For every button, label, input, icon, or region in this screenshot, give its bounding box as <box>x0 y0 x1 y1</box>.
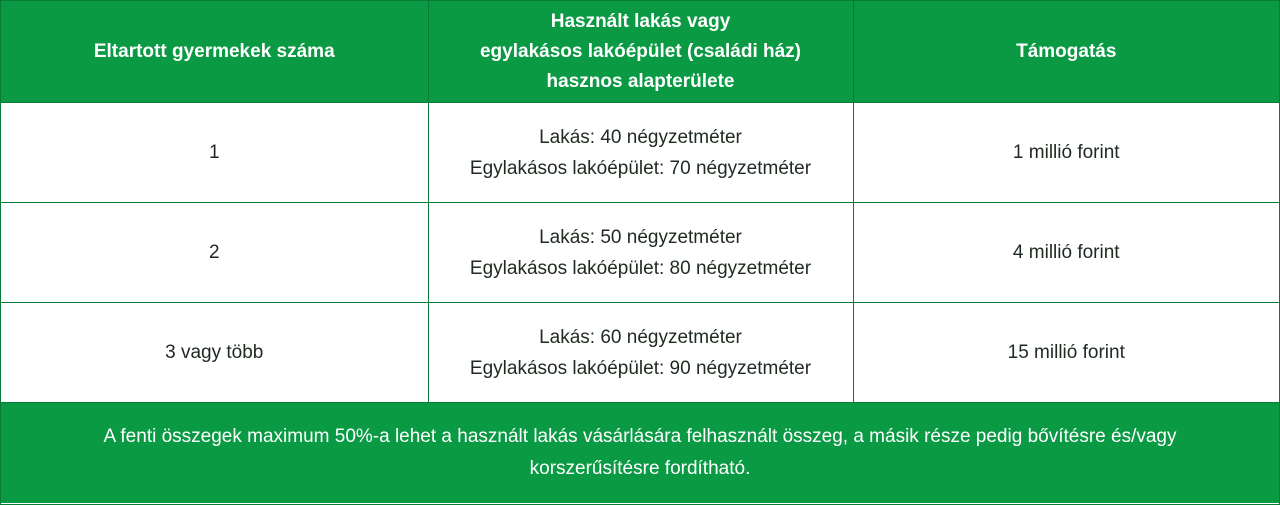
table-footer-row <box>1 403 1279 504</box>
header-floor-area-line: Használt lakás vagy <box>550 10 731 32</box>
cell-floor-area <box>428 103 853 203</box>
cell-support-amount: 1 millió forint <box>853 103 1279 203</box>
footer-note-line: korszerűsítésre fordítható. <box>529 458 751 479</box>
header-support: Támogatás <box>853 1 1279 103</box>
table-row <box>1 103 1279 203</box>
cell-floor-area <box>428 303 853 403</box>
cell-floor-area-house: Egylakásos lakóépület: 90 négyzetméter <box>469 357 812 379</box>
cell-floor-area-flat: Lakás: 50 négyzetméter <box>539 226 742 248</box>
cell-floor-area-flat: Lakás: 40 négyzetméter <box>539 126 742 148</box>
cell-children-count: 2 <box>1 203 428 303</box>
support-table-grid <box>1 1 1279 503</box>
header-floor-area-line: egylakásos lakóépület (családi ház) <box>479 40 802 62</box>
cell-support-amount: 4 millió forint <box>853 203 1279 303</box>
table-header-row <box>1 1 1279 103</box>
cell-support-amount: 15 millió forint <box>853 303 1279 403</box>
cell-floor-area-house: Egylakásos lakóépület: 80 négyzetméter <box>469 257 812 279</box>
cell-floor-area <box>428 203 853 303</box>
header-children-count: Eltartott gyermekek száma <box>1 1 428 103</box>
cell-floor-area-house: Egylakásos lakóépület: 70 négyzetméter <box>469 157 812 179</box>
header-floor-area-line: hasznos alapterülete <box>546 70 735 92</box>
footer-note-line: A fenti összegek maximum 50%-a lehet a használt lakás vásárlására felhasznált összeg, a másik része pedig bővítésre és/vagy <box>103 426 1177 447</box>
footer-note <box>1 403 1279 504</box>
cell-children-count: 3 vagy több <box>1 303 428 403</box>
table-row <box>1 203 1279 303</box>
header-floor-area <box>428 1 853 103</box>
cell-floor-area-flat: Lakás: 60 négyzetméter <box>539 326 742 348</box>
cell-children-count: 1 <box>1 103 428 203</box>
table-row <box>1 303 1279 403</box>
